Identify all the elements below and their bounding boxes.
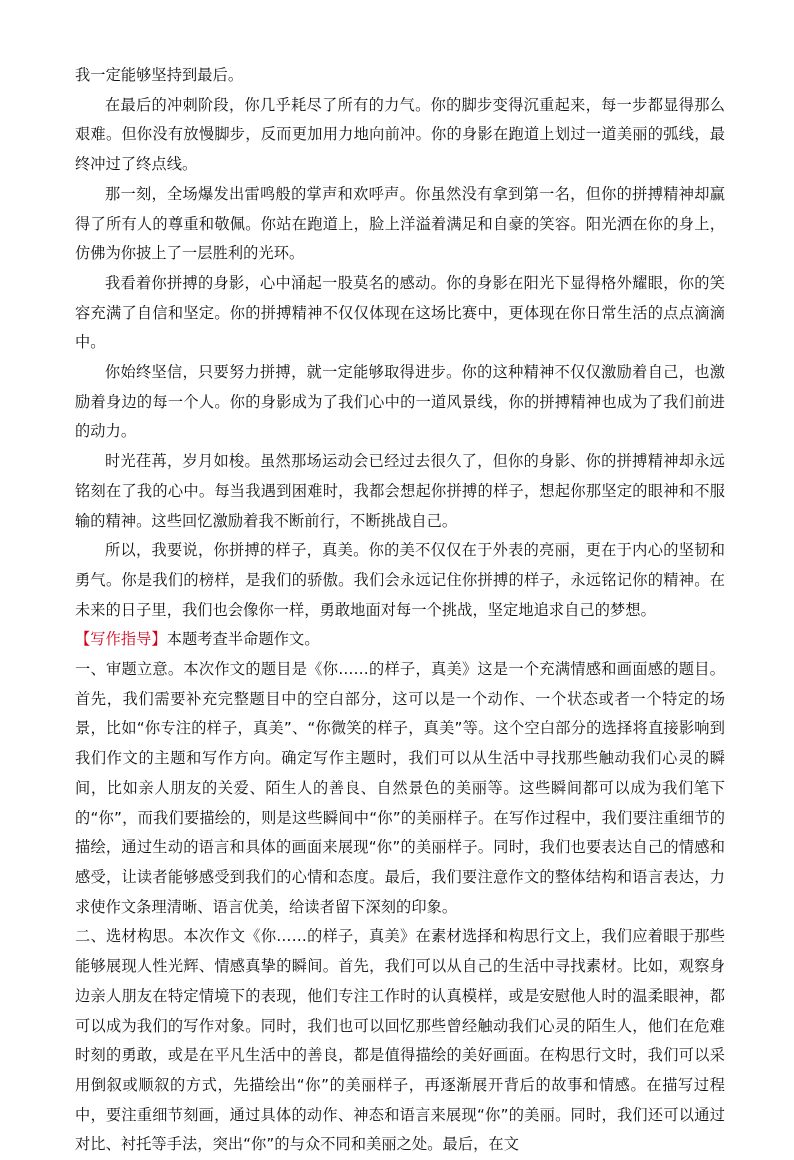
essay-paragraph: 那一刻，全场爆发出雷鸣般的掌声和欢呼声。你虽然没有拿到第一名，但你的拼搏精神却赢得了所有人的尊重和敬佩。你站在跑道上，脸上洋溢着满足和自豪的笑容。阳光洒在你的身上，仿佛为你披上了一层胜利的光环。 <box>75 184 725 263</box>
essay-paragraph: 所以，我要说，你拼搏的样子，真美。你的美不仅仅在于外表的亮丽，更在于内心的坚韧和勇气。你是我们的榜样，是我们的骄傲。我们会永远记住你拼搏的样子，永远铭记你的精神。在未来的日子里，我们也会像你一样，勇敢地面对每一个挑战，坚定地追求自己的梦想。 <box>75 541 725 619</box>
writing-guide-label: 【写作指导】 <box>75 630 167 649</box>
guide-section-material: 二、选材构思。本次作文《你……的样子，真美》在素材选择和构思行文上，我们应着眼于那些能够展现人性光辉、情感真挚的瞬间。首先，我们可以从自己的生活中寻找素材。比如，观察身边亲人朋友在特定情境下的表现，他们专注工作时的认真模样，或是安慰他人时的温柔眼神，都可以成为我们的写作对象。同时，我们也可以回忆那些曾经触动我们心灵的陌生人，他们在危难时刻的勇敢，或是在平凡生活中的善良，都是值得描绘的美好画面。在构思行文时，我们可以采用倒叙或顺叙的方式，先描绘出“你”的美丽样子，再逐渐展开背后的故事和情感。在描写过程中，要注重细节刻画，通过具体的动作、神态和语言来展现“你”的美丽。同时，我们还可以通过对比、衬托等手法，突出“你”的与众不同和美丽之处。最后，在文 <box>75 927 725 1154</box>
essay-paragraph: 时光荏苒，岁月如梭。虽然那场运动会已经过去很久了，但你的身影、你的拼搏精神却永远铭刻在了我的心中。每当我遇到困难时，我都会想起你拼搏的样子，想起你那坚定的眼神和不服输的精神。这些回忆激励着我不断前行，不断挑战自己。 <box>75 452 725 530</box>
essay-paragraph: 我看着你拼搏的身影，心中涌起一股莫名的感动。你的身影在阳光下显得格外耀眼，你的笑容充满了自信和坚定。你的拼搏精神不仅仅体现在这场比赛中，更体现在你日常生活的点点滴滴中。 <box>75 273 725 352</box>
essay-paragraph: 在最后的冲刺阶段，你几乎耗尽了所有的力气。你的脚步变得沉重起来，每一步都显得那么艰难。但你没有放慢脚步，反而更加用力地向前冲。你的身影在跑道上划过一道美丽的弧线，最终冲过了终点线。 <box>75 95 725 174</box>
writing-guide-intro: 本题考查半命题作文。 <box>166 630 320 649</box>
essay-paragraph: 我一定能够坚持到最后。 <box>75 66 244 84</box>
document-page <box>75 61 725 1160</box>
essay-paragraph: 你始终坚信，只要努力拼搏，就一定能够取得进步。你的这种精神不仅仅激励着自己，也激励着身边的每一个人。你的身影成为了我们心中的一道风景线，你的拼搏精神也成为了我们前进的动力。 <box>75 363 725 441</box>
guide-section-topic: 一、审题立意。本次作文的题目是《你……的样子，真美》这是一个充满情感和画面感的题目。首先，我们需要补充完整题目中的空白部分，这可以是一个动作、一个状态或者一个特定的场景，比如“你专注的样子，真美”、“你微笑的样子，真美”等。这个空白部分的选择将直接影响到我们作文的主题和写作方向。确定写作主题时，我们可以从生活中寻找那些触动我们心灵的瞬间，比如亲人朋友的关爱、陌生人的善良、自然景色的美丽等。这些瞬间都可以成为我们笔下的“你”，而我们要描绘的，则是这些瞬间中“你”的美丽样子。在写作过程中，我们要注重细节的描绘，通过生动的语言和具体的画面来展现“你”的美丽样子。同时，我们也要表达自己的情感和感受，让读者能够感受到我们的心情和态度。最后，我们要注意作文的整体结构和语言表达，力求使作文条理清晰、语言优美，给读者留下深刻的印象。 <box>75 660 725 916</box>
writing-guide-heading-line <box>75 625 725 655</box>
